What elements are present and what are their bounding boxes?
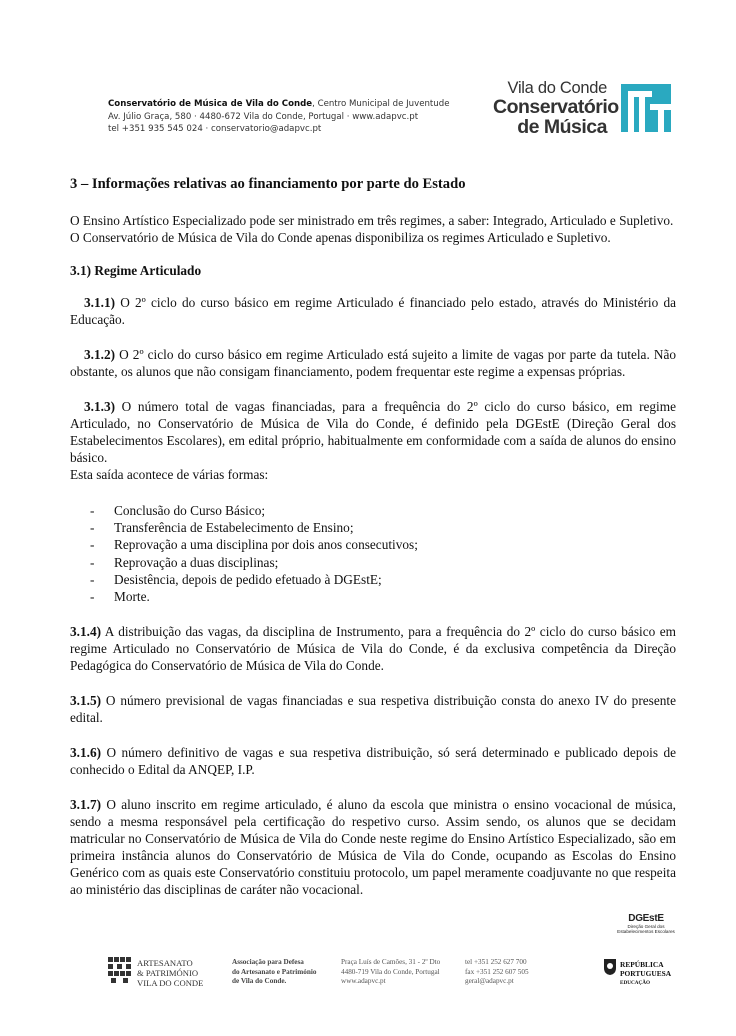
republica-portuguesa-logo: REPÚBLICA PORTUGUESA bbox=[620, 960, 672, 978]
conservatorio-logo-icon bbox=[621, 84, 671, 132]
item-3-1-3: 3.1.3) O número total de vagas financiadas, para a frequência do 2º ciclo do curso básico, em regime Articulado, no Conservatório de Música de Vila do Conde, é definido pela DGEstE (Direção Geral dos Estabelecimentos Escolares), em edital próprio, habitualmente em conformidade com a saída de alunos do ensino básico. bbox=[70, 399, 676, 465]
intro-paragraph-2: O Conservatório de Música de Vila do Conde apenas disponibiliza os regimes Articulado e Supletivo. bbox=[70, 230, 611, 245]
conservatorio-logo-text bbox=[493, 79, 619, 138]
dgeste-sub-1: Direção Geral dos bbox=[627, 924, 665, 929]
item-3-1-7: 3.1.7) O aluno inscrito em regime articulado, é aluno da escola que ministra o ensino vocacional de música, sendo a mesma responsável pela certificação do respetivo curso. Assim sendo, os alunos que se decidam matricular no Conservatório de Música de Vila do Conde neste regime do Ensino Artístico Especializado, são em primeira instância alunos do Conservatório de Música de Vila do Conde, ocupando as Escolas do Ensino Genérico com as quais este Conservatório constituiu protocolo, um papel meramente coadjuvante no que respeita ao ministério das disciplinas de caráter não vocacional. bbox=[70, 797, 676, 898]
item-3-1-2: 3.1.2) O 2º ciclo do curso básico em regime Articulado está sujeito a limite de vagas por parte da tutela. Não obstante, os alunos que não consigam financiamento, podem frequentar este regime a expensas próprias. bbox=[70, 347, 676, 379]
org-suffix: , Centro Municipal de Juventude bbox=[312, 99, 450, 109]
section-title: 3 – Informações relativas ao financiamento por parte do Estado bbox=[70, 176, 466, 192]
document-body bbox=[70, 176, 676, 898]
list-item: - Desistência, depois de pedido efetuado à DGEstE; bbox=[90, 571, 382, 587]
list-item: - Reprovação a duas disciplinas; bbox=[90, 554, 279, 570]
dgeste-title: DGEstE bbox=[628, 913, 664, 924]
republica-educacao: EDUCAÇÃO bbox=[620, 980, 650, 986]
intro-paragraph-1: O Ensino Artístico Especializado pode ser ministrado em três regimes, a saber: Integrado, Articulado e Supletivo. bbox=[70, 213, 674, 228]
item-3-1-1: 3.1.1) O 2º ciclo do curso básico em regime Articulado é financiado pelo estado, através do Ministério da Educação. bbox=[70, 295, 676, 327]
footer-contacts: tel +351 252 627 700 fax +351 252 607 505 geral@adapvc.pt bbox=[465, 958, 529, 986]
item-3-1-5: 3.1.5) O número previsional de vagas financiadas e sua respetiva distribuição consta do anexo IV do presente edital. bbox=[70, 693, 676, 726]
list-item: - Transferência de Estabelecimento de Ensino; bbox=[90, 520, 354, 536]
republica-emblem-icon bbox=[603, 958, 617, 976]
dgeste-logo bbox=[606, 913, 686, 935]
org-contact: tel +351 935 545 024 · conservatorio@adapvc.pt bbox=[108, 124, 322, 135]
org-address: Av. Júlio Graça, 580 · 4480-672 Vila do Conde, Portugal · www.adapvc.pt bbox=[108, 111, 419, 122]
footer-association: Associação para Defesa do Artesanato e Património de Vila do Conde. bbox=[232, 958, 317, 986]
logo-line-1: Vila do Conde bbox=[507, 79, 607, 97]
dgeste-sub-2: Estabelecimentos Escolares bbox=[617, 929, 675, 935]
logo-line-2: Conservatório bbox=[493, 96, 619, 118]
list-item: - Morte. bbox=[90, 589, 150, 605]
exit-forms-list bbox=[70, 502, 676, 605]
artesanato-logo-text: ARTESANATO & PATRIMÓNIO VILA DO CONDE bbox=[137, 958, 204, 988]
logo-line-3: de Música bbox=[517, 116, 607, 138]
subsection-title: 3.1) Regime Articulado bbox=[70, 263, 202, 278]
artesanato-logo-icon bbox=[108, 957, 132, 983]
list-item: - Reprovação a uma disciplina por dois anos consecutivos; bbox=[90, 537, 418, 553]
org-name: Conservatório de Música de Vila do Conde bbox=[108, 99, 313, 109]
exit-intro: Esta saída acontece de várias formas: bbox=[70, 467, 269, 482]
list-item: - Conclusão do Curso Básico; bbox=[90, 503, 266, 518]
item-3-1-4: 3.1.4) A distribuição das vagas, da disciplina de Instrumento, para a frequência do 2º ciclo do curso básico em regime Articulado no Conservatório de Música de Vila do Conde, é da exclusiva competência da Direção Pedagógica do Conservatório de Música de Vila do Conde. bbox=[70, 624, 676, 674]
letterhead-contact bbox=[108, 98, 450, 136]
item-3-1-6: 3.1.6) O número definitivo de vagas e sua respetiva distribuição, só será determinado e publicado depois de conhecido o Edital da ANQEP, I.P. bbox=[70, 745, 676, 778]
footer-address: Praça Luís de Camões, 31 - 2º Dto 4480-719 Vila do Conde, Portugal www.adapvc.pt bbox=[341, 958, 441, 986]
